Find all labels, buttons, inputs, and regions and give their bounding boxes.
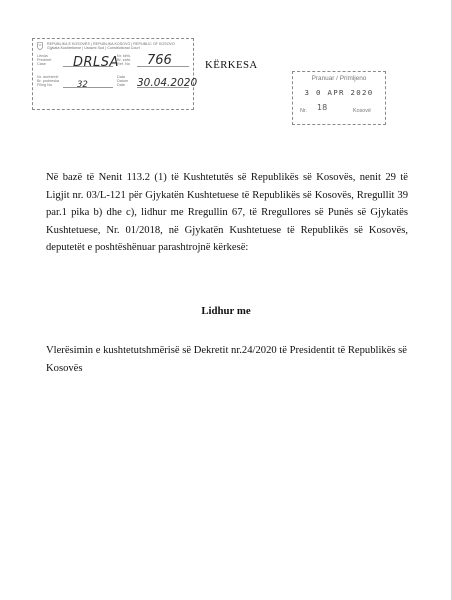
received-stamp-date: 3 0 APR 2020 [304,88,374,97]
paragraph-legal-basis: Në bazë të Nenit 113.2 (1) të Kushtetutës së Republikës së Kosovës, nenit 29 të Ligjit nr. 03/L-121 për Gjykatën Kushtetuese të Republikës së Kosovës, Rregullit 39 par.1 pika b) dhe c), lidhur me Rregullin 67, të Rregullores së Punës së Gjykatës Kushtetuese, Nr. 01/2018, në Gjykatën Kushtetuese të Republikës së Kosovës, deputetët e poshtëshënuar parashtrojnë kërkesë: [46,172,408,254]
registry-stamp [32,38,198,110]
received-stamp-place: Kosovë [353,108,371,114]
label-filing-sr: Br. podneska [37,79,60,83]
label-filing-sq: Nr. dorëzimit [37,75,59,79]
stamp-header [39,42,189,51]
paragraph-subject: Vlerësimin e kushtetutshmërisë së Dekretit nr.24/2020 të Presidentit të Republikës së Kosovës [46,345,407,374]
label-request-en: Ref. No [117,62,130,66]
received-stamp-no-label: Nr. [300,108,307,114]
label-request-sq: Nr. kërk. [117,54,132,58]
stamp-header-line-2: Gjykata Kushtetuese | Ustavni Sud | Constitutional Court [47,46,140,51]
label-case-en: Case [37,62,46,66]
handwritten-date: 30.04.2020 [137,77,198,89]
document-title: KËRKESA [205,59,258,71]
subheading: Lidhur me [201,305,251,317]
label-filing [37,75,59,87]
label-filing-en: Filing No [37,83,52,87]
label-case [37,54,51,66]
label-date [117,75,128,87]
label-request-sr: Br. zaht. [117,58,131,62]
label-date-sr: Datum [117,79,129,83]
handwritten-request-no: 766 [147,53,172,68]
handwritten-case-code: DRLSA [73,55,119,70]
label-case-sr: Predmet [37,58,52,62]
label-date-en: Date [117,83,126,87]
received-stamp [292,71,386,125]
handwritten-filing-no: 32 [77,80,88,90]
received-stamp-no-value: 18 [317,103,328,112]
label-date-sq: Data [117,75,126,79]
field-line [63,87,113,88]
label-case-sq: Lënda [37,54,48,58]
label-request [117,54,131,66]
stamp-header-line-1: REPUBLIKA E KOSOVËS | REPUBLIKA KOSOVO | REPUBLIC OF KOSOVO [47,42,175,46]
received-stamp-title: Pranuar / Primljeno [311,75,367,82]
